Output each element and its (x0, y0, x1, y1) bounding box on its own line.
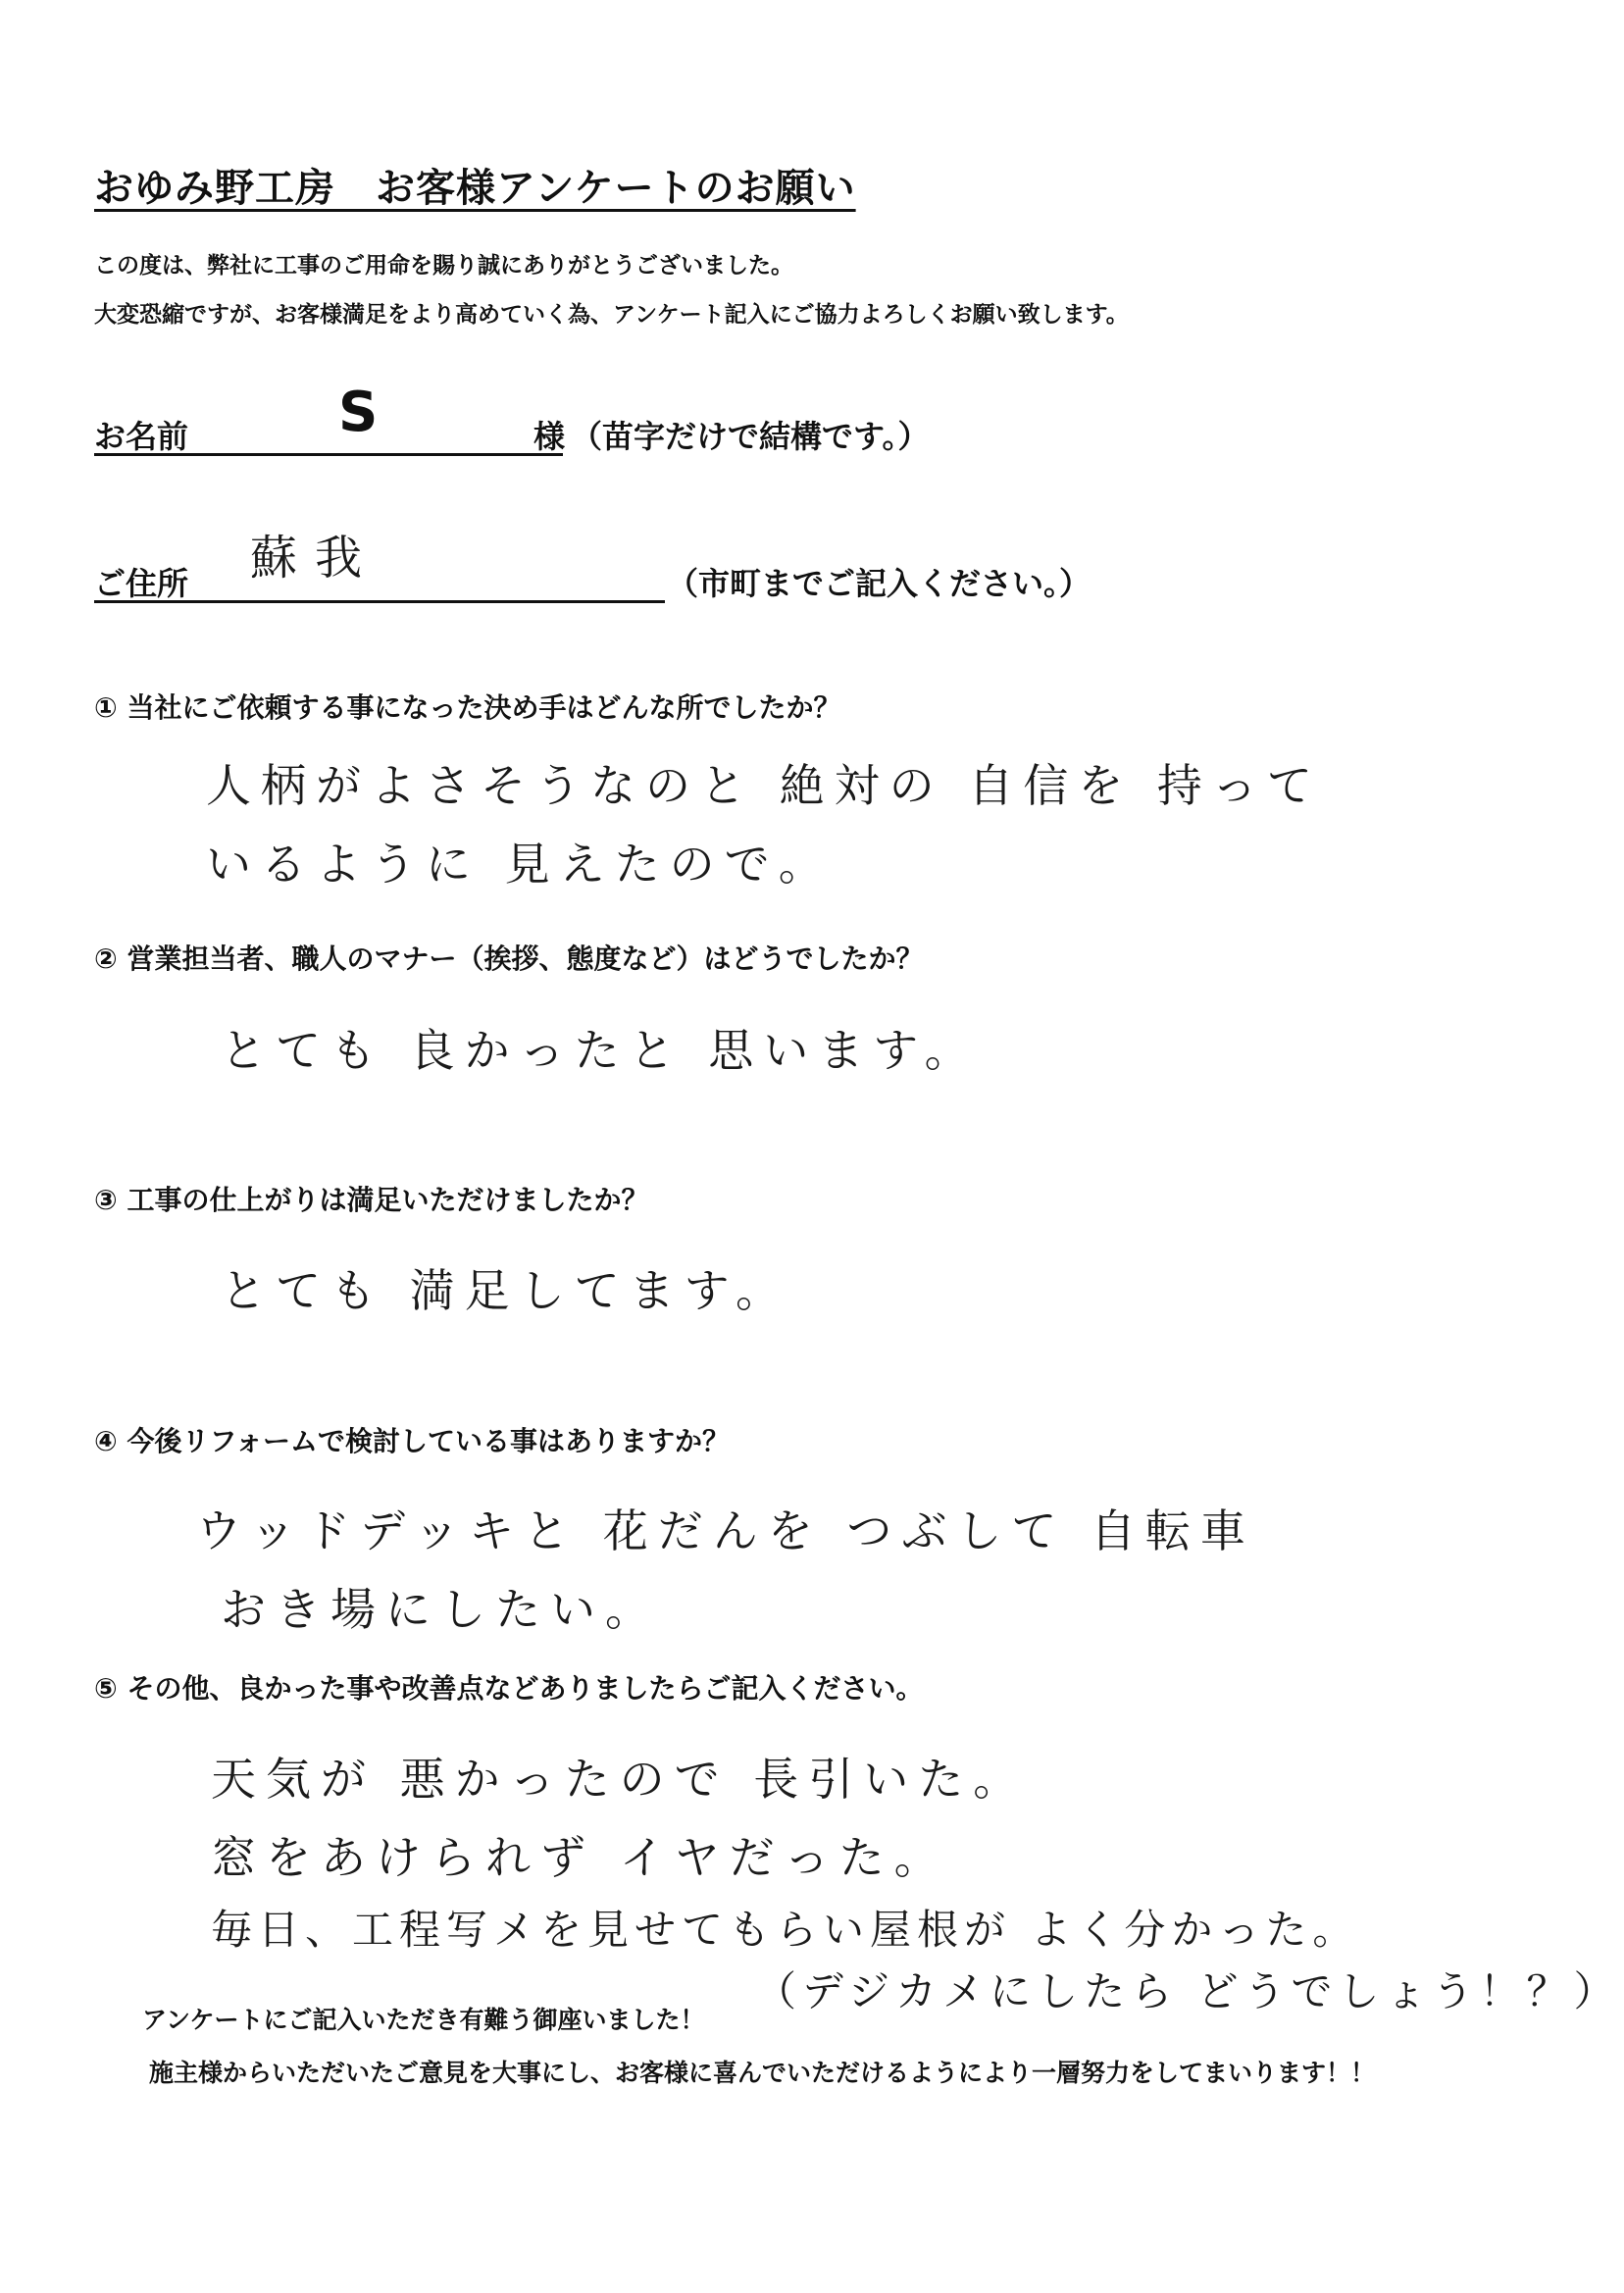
answer-2-line-1: とても 良かったと 思います。 (221, 1024, 980, 1077)
footer-line-1: アンケートにご記入いただき有難う御座いました！ (142, 2006, 705, 2034)
question-2: ② 営業担当者、職人のマナー（挨拶、態度など）はどうでしたか？ (94, 943, 924, 975)
question-4: ④ 今後リフォームで検討している事はありますか？ (94, 1425, 731, 1457)
name-underline (94, 453, 563, 456)
answer-5-line-1: 天気が 悪かったので 長引いた。 (211, 1753, 1029, 1806)
answer-5-line-3: 毎日、工程写メを見せてもらい屋根が よく分かった。 (211, 1906, 1360, 1954)
question-5: ⑤ その他、良かった事や改善点などありましたらご記入ください。 (94, 1672, 924, 1705)
footer-line-2: 施主様からいただいたご意見を大事にし、お客様に喜んでいただけるようにより一層努力をしてまいります！！ (149, 2059, 1376, 2087)
answer-1-line-2: いるように 見えたので。 (206, 838, 834, 891)
address-note: （市町までご記入ください。） (667, 565, 1091, 602)
page-title: おゆみ野工房 お客様アンケートのお願い (94, 166, 856, 211)
answer-4-line-1: ウッドデッキと 花だんを つぶして 自転車 (196, 1504, 1256, 1557)
answer-1-line-1: 人柄がよさそうなのと 絶対の 自信を 持って (206, 759, 1322, 812)
answer-5-line-4: （デジカメにしたら どうでしょう！？） (755, 1967, 1621, 2015)
question-1: ① 当社にご依頼する事になった決め手はどんな所でしたか？ (94, 691, 841, 724)
name-value: S (338, 381, 379, 444)
address-value: 蘇我 (250, 531, 381, 586)
intro-line-1: この度は、弊社に工事のご用命を賜り誠にありがとうございました。 (94, 253, 793, 279)
address-underline (94, 600, 665, 603)
address-label: ご住所 (94, 565, 189, 602)
question-3: ③ 工事の仕上がりは満足いただけましたか？ (94, 1184, 649, 1216)
answer-5-line-2: 窓をあけられず イヤだった。 (211, 1831, 949, 1884)
name-label: お名前 (94, 418, 189, 455)
intro-line-2: 大変恐縮ですが、お客様満足をより高めていく為、アンケート記入にご協力よろしくお願い致します。 (94, 302, 1129, 328)
name-note: （苗字だけで結構です。） (571, 418, 930, 455)
name-suffix: 様 (533, 418, 566, 455)
answer-4-line-2: おき場にしたい。 (221, 1583, 660, 1636)
answer-3-line-1: とても 満足してます。 (221, 1264, 790, 1317)
